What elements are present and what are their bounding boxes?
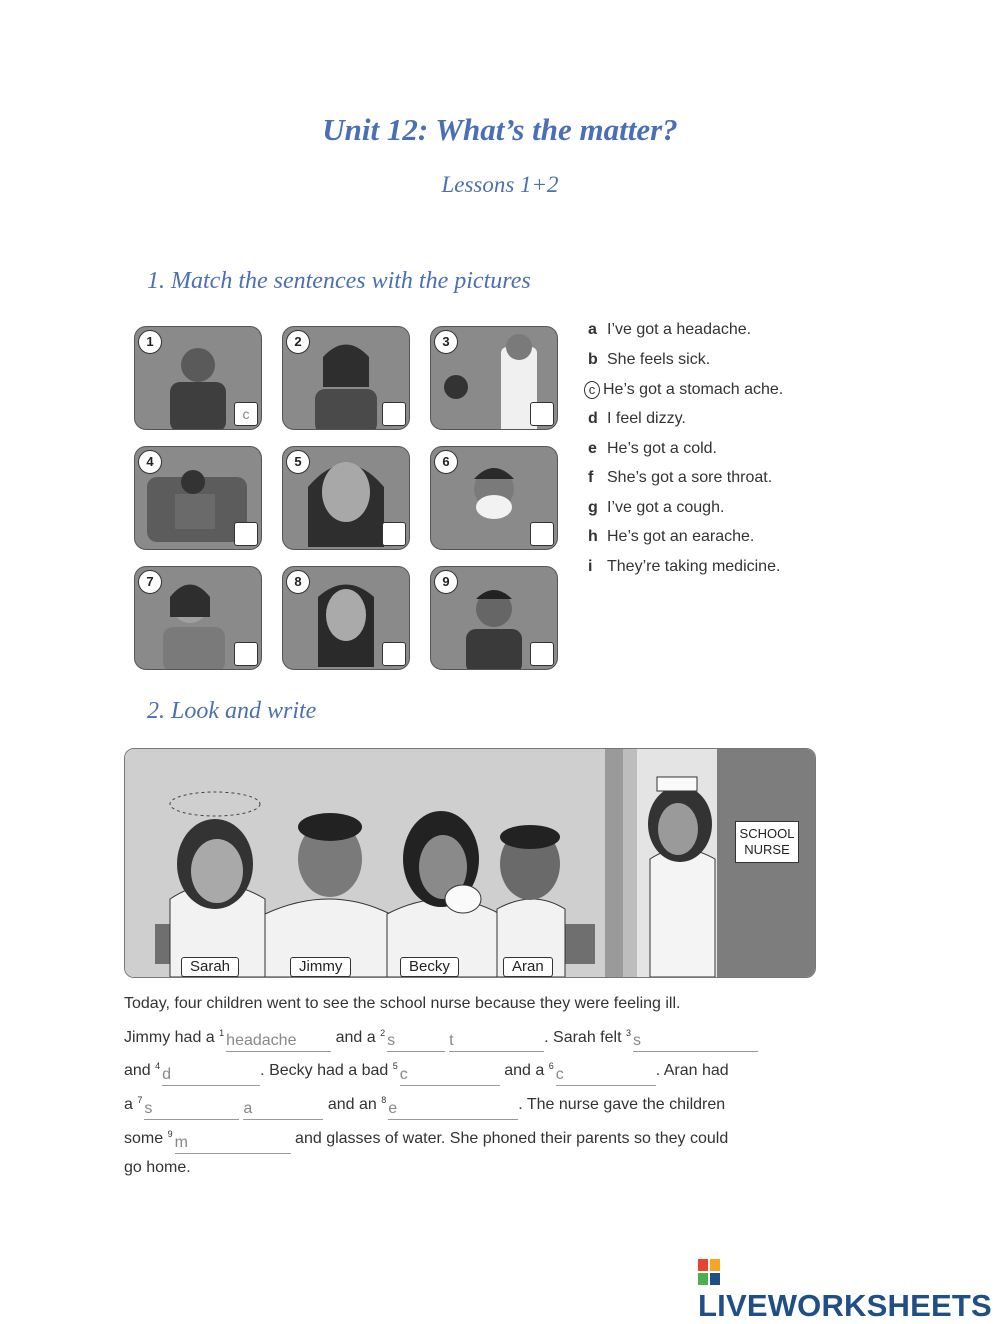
example-circle: c (584, 381, 600, 399)
picture-6 (430, 446, 558, 550)
picture-number: 3 (434, 330, 458, 354)
picture-9 (430, 566, 558, 670)
answer-box-8[interactable] (382, 642, 406, 666)
picture-4 (134, 446, 262, 550)
page-title: Unit 12: What’s the matter? (322, 112, 678, 147)
para-line-1: Today, four children went to see the school nurse because they were feeling ill. (124, 995, 681, 1012)
picture-number: 1 (138, 330, 162, 354)
picture-number: 8 (286, 570, 310, 594)
logo-cube-icon (698, 1259, 720, 1285)
para-line-2: Jimmy had a $^1$ headache and a $^2$ s t . Sarah felt $^3$ s (124, 1019, 774, 1053)
answer-box-1[interactable]: c (234, 402, 258, 426)
answer-field-6[interactable]: c (556, 1065, 656, 1086)
para-line-4: a $^7$ s a and an $^8$ e . The nurse gave the children (124, 1086, 774, 1120)
para-line-3: and $^4$ d . Becky had a bad $^5$ c and a $^6$ c . Aran had (124, 1052, 774, 1086)
nurse-scene-illustration (124, 748, 816, 978)
nametag-becky: Becky (400, 957, 459, 977)
answer-field-7b[interactable]: a (243, 1099, 323, 1120)
sentence-d: d I feel dizzy. (588, 410, 686, 427)
school-nurse-sign: SCHOOL NURSE (735, 821, 799, 863)
picture-1 (134, 326, 262, 430)
picture-number: 4 (138, 450, 162, 474)
answer-field-8[interactable]: e (388, 1099, 518, 1120)
answer-box-7[interactable] (234, 642, 258, 666)
sentence-f: f She’s got a sore throat. (588, 469, 773, 486)
answer-field-2a[interactable]: s (387, 1031, 445, 1052)
scene-drawing (125, 749, 815, 977)
picture-2 (282, 326, 410, 430)
answer-box-4[interactable] (234, 522, 258, 546)
sentence-i: i They’re taking medicine. (588, 558, 781, 575)
answer-field-5[interactable]: c (400, 1065, 500, 1086)
sentence-b: b She feels sick. (588, 351, 711, 368)
picture-number: 9 (434, 570, 458, 594)
sentence-h: h He’s got an earache. (588, 528, 755, 545)
picture-number: 7 (138, 570, 162, 594)
picture-number: 5 (286, 450, 310, 474)
sentence-c: c He’s got a stomach ache. (588, 381, 783, 399)
answer-field-9[interactable]: m (175, 1133, 291, 1154)
nametag-sarah: Sarah (181, 957, 239, 977)
page-subtitle: Lessons 1+2 (441, 172, 559, 197)
answer-field-1[interactable]: headache (226, 1031, 331, 1052)
answer-field-3[interactable]: s (633, 1031, 758, 1052)
exercise1-heading: 1. Match the sentences with the pictures (147, 268, 531, 294)
logo-text: LIVEWORKSHEETS (698, 1288, 992, 1323)
nametag-aran: Aran (503, 957, 553, 977)
picture-7 (134, 566, 262, 670)
answer-field-2b[interactable]: t (449, 1031, 544, 1052)
answer-field-7a[interactable]: s (144, 1099, 239, 1120)
answer-box-3[interactable] (530, 402, 554, 426)
answer-box-6[interactable] (530, 522, 554, 546)
sentence-g: g I’ve got a cough. (588, 499, 725, 516)
sentence-e: e He’s got a cold. (588, 440, 717, 457)
exercise2-heading: 2. Look and write (147, 698, 317, 724)
picture-8 (282, 566, 410, 670)
picture-5 (282, 446, 410, 550)
gap-fill-paragraph (124, 990, 774, 1182)
para-line-5: some $^9$ m and glasses of water. She phoned their parents so they could (124, 1120, 774, 1154)
picture-number: 6 (434, 450, 458, 474)
answer-box-2[interactable] (382, 402, 406, 426)
answer-box-9[interactable] (530, 642, 554, 666)
answer-box-5[interactable] (382, 522, 406, 546)
picture-number: 2 (286, 330, 310, 354)
para-line-6: go home. (124, 1158, 191, 1176)
picture-3 (430, 326, 558, 430)
nametag-jimmy: Jimmy (290, 957, 351, 977)
sentence-a: a I’ve got a headache. (588, 321, 752, 338)
answer-field-4[interactable]: d (162, 1065, 260, 1086)
liveworksheets-logo (698, 1252, 1000, 1324)
